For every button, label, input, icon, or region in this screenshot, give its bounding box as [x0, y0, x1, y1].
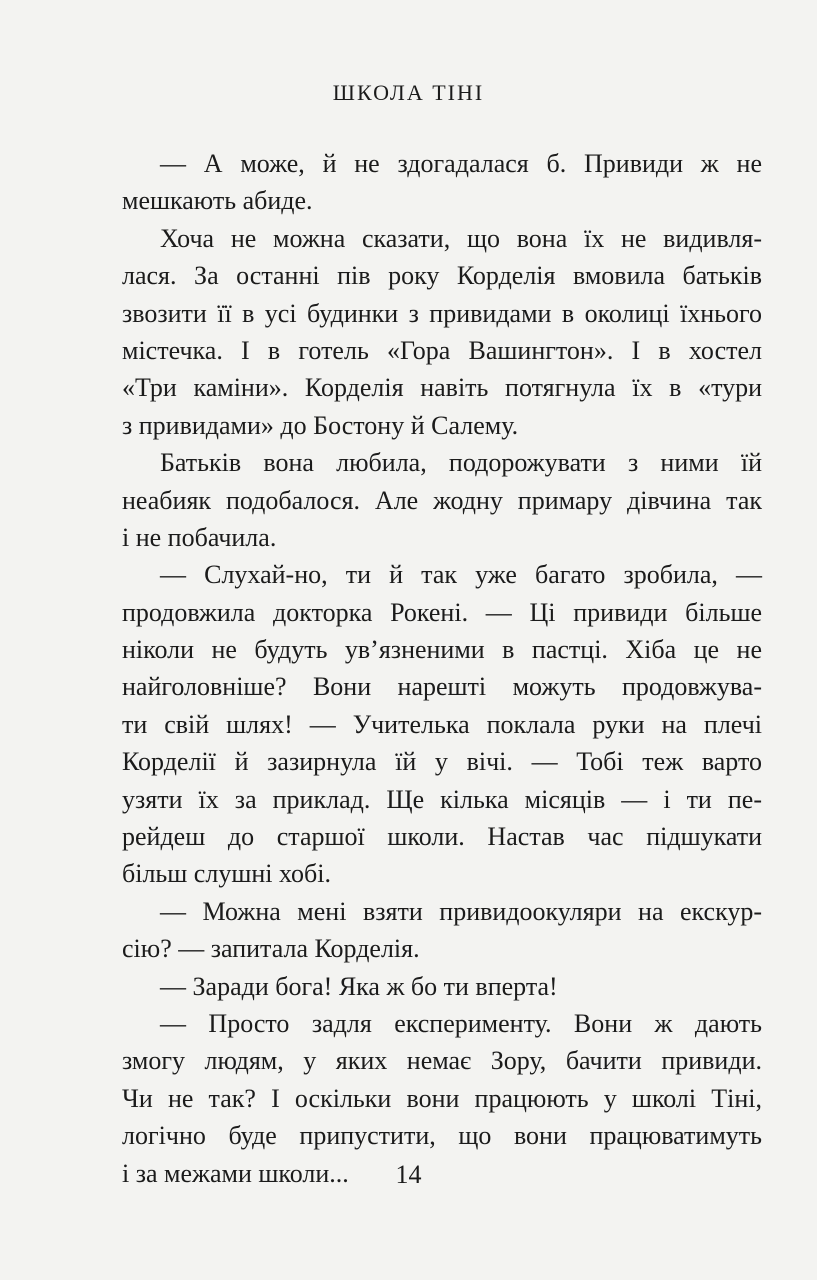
text-line: Чи не так? І оскільки вони працюють у школі Тіні, [122, 1083, 762, 1113]
text-line: продовжила докторка Рокені. — Ці привиди більше [122, 597, 762, 627]
text-line: — А може, й не здогадалася б. Привиди ж не [160, 149, 762, 178]
text-line: змогу людям, у яких немає Зору, бачити привиди. [122, 1046, 762, 1076]
text-line: «Три каміни». Корделія навіть потягнула їх в «тури [122, 373, 762, 403]
text-line: рейдеш до старшої школи. Настав час підшукати [122, 822, 762, 852]
text-line: і за межами школи... [122, 1158, 349, 1188]
text-line: Батьків вона любила, подорожувати з ними їй [160, 448, 762, 478]
text-line: містечка. І в готель «Гора Вашингтон». І в хостел [122, 335, 762, 365]
text-line: звозити її в усі будинки з привидами в околиці їхнього [122, 298, 762, 328]
text-line: — Слухай-но, ти й так уже багато зробила, — [160, 560, 762, 590]
text-line: неабияк подобалося. Але жодну примару дівчина так [122, 485, 762, 515]
text-line: — Можна мені взяти привидоокуляри на екскур- [160, 896, 762, 926]
text-line: більш слушні хобі. [122, 859, 331, 889]
text-line: і не побачила. [122, 522, 277, 552]
text-line: Корделії й зазирнула їй у вічі. — Тобі теж варто [122, 747, 762, 777]
text-line: найголовніше? Вони нарешті можуть продовжува- [122, 672, 762, 702]
text-line: мешкають абиде. [122, 186, 313, 216]
text-line: ти свій шлях! — Учителька поклала руки на плечі [122, 709, 762, 739]
text-line: — Просто задля експерименту. Вони ж дають [160, 1008, 762, 1038]
text-line: з привидами» до Бостону й Салему. [122, 410, 519, 440]
text-line: ніколи не будуть ув’язненими в пастці. Хіба це не [122, 635, 762, 665]
text-line: узяти їх за приклад. Ще кілька місяців — і ти пе- [122, 784, 762, 814]
text-line: лася. За останні пів року Корделія вмовила батьків [122, 261, 762, 291]
page-number: 14 [395, 1160, 422, 1189]
text-line: сію? — запитала Корделія. [122, 934, 420, 964]
body-text [122, 145, 762, 1192]
text-line: Хоча не можна сказати, що вона їх не видивля- [160, 223, 762, 253]
running-head: ШКОЛА ТІНІ [332, 80, 485, 105]
text-line: логічно буде припустити, що вони працюватимуть [122, 1121, 762, 1151]
text-line: — Заради бога! Яка ж бо ти вперта! [160, 971, 558, 1001]
